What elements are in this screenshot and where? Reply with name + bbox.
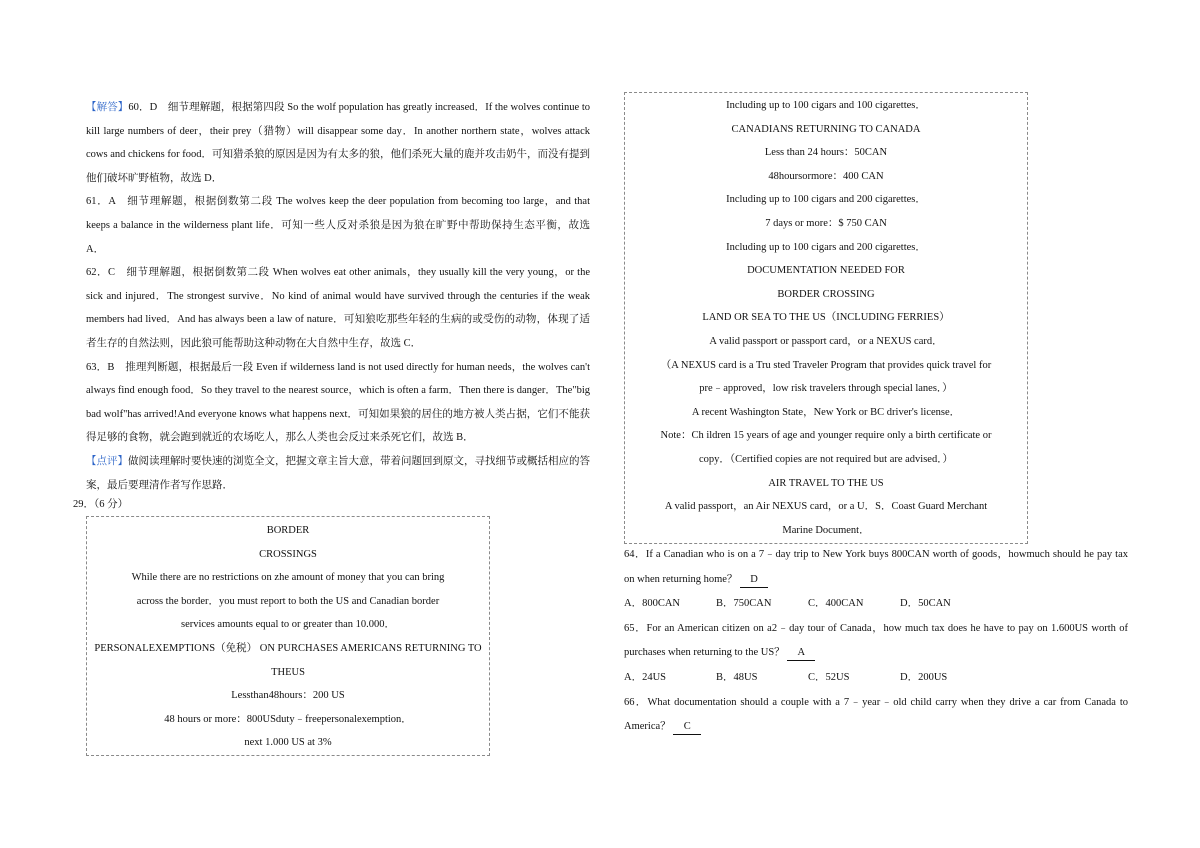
box-line: pre﹣approved，low risk travelers through special lanes．） [699,383,953,395]
box-line: 7 days or more：$ 750 CAN [765,217,887,229]
box-line: Less than 24 hours：50CAN [764,147,888,159]
option: D．200US [900,671,948,683]
answer-62: 62．C 细节理解题，根据倒数第二段 When wolves eat other animals，they usually kill the very young，or the sick and injured．The strongest survive．No kind of animal would have survived through the centuries if the weak members had lived．And has always been a law of nature．可知狼吃那些年轻的生病的或受伤的动物，体现了适者生存的自然法则，因此狼可能帮助这种动物在大自然中生存，故选 C． [86,267,590,349]
answer-blank: C [673,720,701,735]
question-65 [624,617,1128,666]
answer-tag: 【解答】 [86,102,129,113]
comment-text: 做阅读理解时要快速的浏览全文，把握文章主旨大意，带着问题回到原文，寻找细节或概括相应的答案，最后要理清作者写作思路． [86,455,590,491]
box-line: across the border．you must report to both the US and Canadian border [136,595,440,607]
box-line: next 1.000 US at 3% [244,737,332,749]
answer-61: 61．A 细节理解题，根据倒数第二段 The wolves keep the deer population from becoming too large，and that keeps a balance in the wilderness plant life．可知一些人反对杀狼是因为狼在旷野中帮助保持生态平衡，故选 A． [86,196,590,255]
question-66 [624,691,1128,740]
question-66-text: 66．What documentation should a couple with a 7﹣year﹣old child carry when they drive a car from Canada to America？ [624,696,1128,733]
box-line: 48hoursormore：400 CAN [768,170,884,182]
box-line: A recent Washington State，New York or BC driver's license． [691,406,961,418]
box-line: LAND OR SEA TO THE US（INCLUDING FERRIES） [702,312,950,324]
border-crossings-box [86,516,490,756]
box-line: BORDER [266,525,310,536]
box-line: （A NEXUS card is a Tru sted Traveler Program that provides quick travel for [660,359,992,371]
answer-blank: D [740,573,768,588]
box-line: THEUS [271,666,305,678]
answer-blank: A [787,646,815,661]
box-line: A valid passport or passport card，or a NEXUS card． [709,335,943,347]
answer-63: 63．B 推理判断题，根据最后一段 Even if wilderness land is not used directly for human needs，the wolves can't always find enough food．So they travel to the nearest source，which is often a farm．Then there is danger．The"big bad wolf"has arrived!And everyone knows what happens next．可知如果狼的居住的地方被人类占据，它们不能获得足够的食物，就会跑到就近的农场吃人，那么人类也会反过来杀死它们，故选 B． [86,361,590,444]
option: C．400CAN [808,598,864,610]
comment-tag: 【点评】 [86,455,128,467]
answer-60-text: 60．D 细节理解题，根据第四段 So the wolf population has greatly increased．If the wolves continue to kill large numbers of deer，their prey（猎物）will disappear some day．In another northern state，wolves attack cows and chickens for food．可知猎杀狼的原因是因为有太多的狼，他们杀死大量的鹿并攻击奶牛，而没有提到他们破坏旷野植物，故选 D． [86,102,591,184]
box-line: services amounts equal to or greater than 10.000． [180,619,396,631]
question-64-options [624,592,1128,617]
box-line: Including up to 100 cigars and 100 cigarettes． [726,100,926,111]
option: A．800CAN [624,598,681,610]
box-line: PERSONALEXEMPTIONS（免税） ON PURCHASES AMERICANS RETURNING TO [94,642,482,654]
option: C．52US [808,671,850,683]
question-64-text: 64．If a Canadian who is on a 7﹣day trip to New York buys 800CAN worth of goods，howmuch should he pay tax on when returning home？ [624,549,1128,585]
option: B．48US [716,671,758,683]
question-65-options [624,666,1128,691]
option: B．750CAN [716,598,772,610]
box-line: BORDER CROSSING [777,288,875,300]
box-line: A valid passport，an Air NEXUS card，or a U．S．Coast Guard Merchant [664,501,988,513]
question-65-text: 65．For an American citizen on a2﹣day tour of Canada，how much tax does he have to pay on 1.600US worth of purchases when returning to the US？ [624,622,1128,659]
option: D．50CAN [900,598,951,610]
box-line: CROSSINGS [259,548,317,560]
comment [86,450,590,497]
questions-column [624,543,1128,740]
box-line: Note：Ch ildren 15 years of age and younger require only a birth certificate or [660,430,992,442]
left-column [86,96,590,497]
box-line: DOCUMENTATION NEEDED FOR [747,265,905,277]
box-line: Marine Document． [782,524,870,536]
box-line: copy．（Certified copies are not required but are advised．） [699,453,953,465]
answer-60 [86,96,590,190]
exemptions-documentation-box [624,92,1028,544]
box-line: Including up to 100 cigars and 200 cigarettes． [726,241,926,253]
box-line: 48 hours or more：800USduty﹣freepersonalexemption． [164,713,412,725]
box-line: Including up to 100 cigars and 200 cigarettes． [726,194,926,206]
box-line: Lessthan48hours：200 US [231,690,345,702]
question-29-header: 29．（6 分） [73,499,129,510]
question-64 [624,543,1128,592]
box-line: While there are no restrictions on zhe amount of money that you can bring [131,572,445,584]
option: A．24US [624,671,667,683]
box-line: CANADIANS RETURNING TO CANADA [731,123,921,135]
box-line: AIR TRAVEL TO THE US [768,477,884,489]
